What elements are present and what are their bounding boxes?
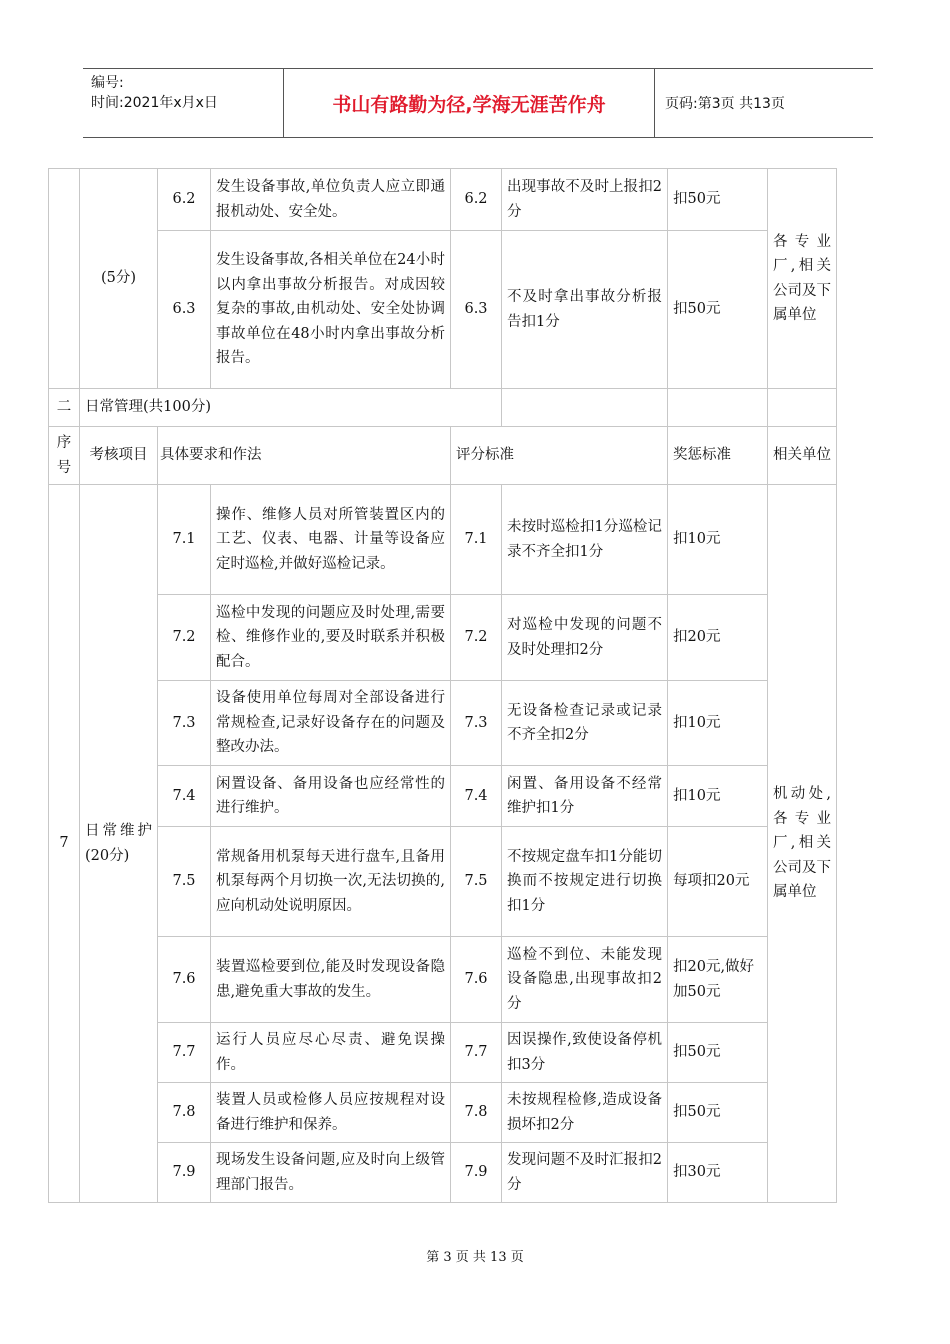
reward-text: 扣50元 <box>668 169 768 231</box>
standard-id: 7.8 <box>451 1083 502 1143</box>
item-id: 7.3 <box>158 681 211 766</box>
header-requirement: 具体要求和作法 <box>158 427 451 485</box>
header-page-label: 页码:第3页 共13页 <box>665 96 785 112</box>
table-row <box>49 1023 837 1083</box>
header-reward: 奖惩标准 <box>668 427 768 485</box>
standard-text: 因误操作,致使设备停机扣3分 <box>502 1023 668 1083</box>
reward-text: 扣30元 <box>668 1143 768 1203</box>
standard-text: 不及时拿出事故分析报告扣1分 <box>502 231 668 389</box>
header-unit: 相关单位 <box>768 427 837 485</box>
related-unit: 各专业厂,相关公司及下属单位 <box>768 169 837 389</box>
reward-text: 扣20元,做好加50元 <box>668 937 768 1023</box>
requirement-text: 操作、维修人员对所管装置区内的工艺、仪表、电器、计量等设备应定时巡检,并做好巡检记录。 <box>211 485 451 595</box>
standard-id: 6.2 <box>451 169 502 231</box>
reward-text: 扣20元 <box>668 595 768 681</box>
reward-text: 扣50元 <box>668 231 768 389</box>
item-id: 7.7 <box>158 1023 211 1083</box>
requirement-text: 巡检中发现的问题应及时处理,需要检、维修作业的,要及时联系并积极配合。 <box>211 595 451 681</box>
standard-text: 发现问题不及时汇报扣2分 <box>502 1143 668 1203</box>
standard-text: 不按规定盘车扣1分能切换而不按规定进行切换扣1分 <box>502 827 668 937</box>
requirement-text: 闲置设备、备用设备也应经常性的进行维护。 <box>211 766 451 827</box>
standard-text: 出现事故不及时上报扣2分 <box>502 169 668 231</box>
page-header <box>83 68 873 138</box>
standard-text: 巡检不到位、未能发现设备隐患,出现事故扣2分 <box>502 937 668 1023</box>
group-item: 日常维护(20分) <box>80 485 158 1203</box>
requirement-text: 发生设备事故,各相关单位在24小时以内拿出事故分析报告。对成因较复杂的事故,由机动处、安全处协调事故单位在48小时内拿出事故分析报告。 <box>211 231 451 389</box>
table-row <box>49 827 837 937</box>
reward-text: 扣50元 <box>668 1083 768 1143</box>
table-row <box>49 681 837 766</box>
standard-id: 6.3 <box>451 231 502 389</box>
score-cell: (5分) <box>80 169 158 389</box>
standard-id: 7.4 <box>451 766 502 827</box>
header-item: 考核项目 <box>80 427 158 485</box>
table-row <box>49 169 837 231</box>
item-id: 7.2 <box>158 595 211 681</box>
table-header-row <box>49 427 837 485</box>
section-title-row <box>49 389 837 427</box>
standard-text: 无设备检查记录或记录不齐全扣2分 <box>502 681 668 766</box>
table-row <box>49 1143 837 1203</box>
requirement-text: 装置人员或检修人员应按规程对设备进行维护和保养。 <box>211 1083 451 1143</box>
table-row <box>49 485 837 595</box>
standard-id: 7.3 <box>451 681 502 766</box>
item-id: 7.4 <box>158 766 211 827</box>
item-id: 6.3 <box>158 231 211 389</box>
number-label: 编号: <box>91 75 124 91</box>
table-row <box>49 937 837 1023</box>
reward-text: 扣10元 <box>668 766 768 827</box>
assessment-table <box>48 168 837 1203</box>
seq-cell <box>49 169 80 389</box>
standard-id: 7.1 <box>451 485 502 595</box>
item-id: 7.9 <box>158 1143 211 1203</box>
standard-text: 未按规程检修,造成设备损坏扣2分 <box>502 1083 668 1143</box>
requirement-text: 设备使用单位每周对全部设备进行常规检查,记录好设备存在的问题及整改办法。 <box>211 681 451 766</box>
standard-id: 7.2 <box>451 595 502 681</box>
standard-text: 对巡检中发现的问题不及时处理扣2分 <box>502 595 668 681</box>
section-title: 日常管理(共100分) <box>80 389 502 427</box>
date-label: 时间:2021年x月x日 <box>91 95 218 111</box>
page-footer: 第 3 页 共 13 页 <box>426 1250 524 1265</box>
requirement-text: 装置巡检要到位,能及时发现设备隐患,避免重大事故的发生。 <box>211 937 451 1023</box>
table-row <box>49 595 837 681</box>
requirement-text: 常规备用机泵每天进行盘车,且备用机泵每两个月切换一次,无法切换的,应向机动处说明原因。 <box>211 827 451 937</box>
standard-text: 闲置、备用设备不经常维护扣1分 <box>502 766 668 827</box>
standard-text: 未按时巡检扣1分巡检记录不齐全扣1分 <box>502 485 668 595</box>
table-row <box>49 1083 837 1143</box>
reward-text: 扣50元 <box>668 1023 768 1083</box>
standard-id: 7.5 <box>451 827 502 937</box>
header-meta <box>83 69 284 137</box>
item-id: 7.6 <box>158 937 211 1023</box>
header-standard: 评分标准 <box>451 427 668 485</box>
header-seq: 序号 <box>49 427 80 485</box>
requirement-text: 现场发生设备问题,应及时向上级管理部门报告。 <box>211 1143 451 1203</box>
standard-id: 7.9 <box>451 1143 502 1203</box>
requirement-text: 发生设备事故,单位负责人应立即通报机动处、安全处。 <box>211 169 451 231</box>
header-motto: 书山有路勤为径,学海无涯苦作舟 <box>284 69 655 137</box>
item-id: 6.2 <box>158 169 211 231</box>
table-row <box>49 231 837 389</box>
reward-text: 每项扣20元 <box>668 827 768 937</box>
item-id: 7.5 <box>158 827 211 937</box>
related-unit: 机动处,各专业厂,相关公司及下属单位 <box>768 485 837 1203</box>
requirement-text: 运行人员应尽心尽责、避免误操作。 <box>211 1023 451 1083</box>
group-number: 7 <box>49 485 80 1203</box>
reward-text: 扣10元 <box>668 485 768 595</box>
section-number: 二 <box>49 389 80 427</box>
table-row <box>49 766 837 827</box>
item-id: 7.8 <box>158 1083 211 1143</box>
reward-text: 扣10元 <box>668 681 768 766</box>
item-id: 7.1 <box>158 485 211 595</box>
standard-id: 7.7 <box>451 1023 502 1083</box>
standard-id: 7.6 <box>451 937 502 1023</box>
